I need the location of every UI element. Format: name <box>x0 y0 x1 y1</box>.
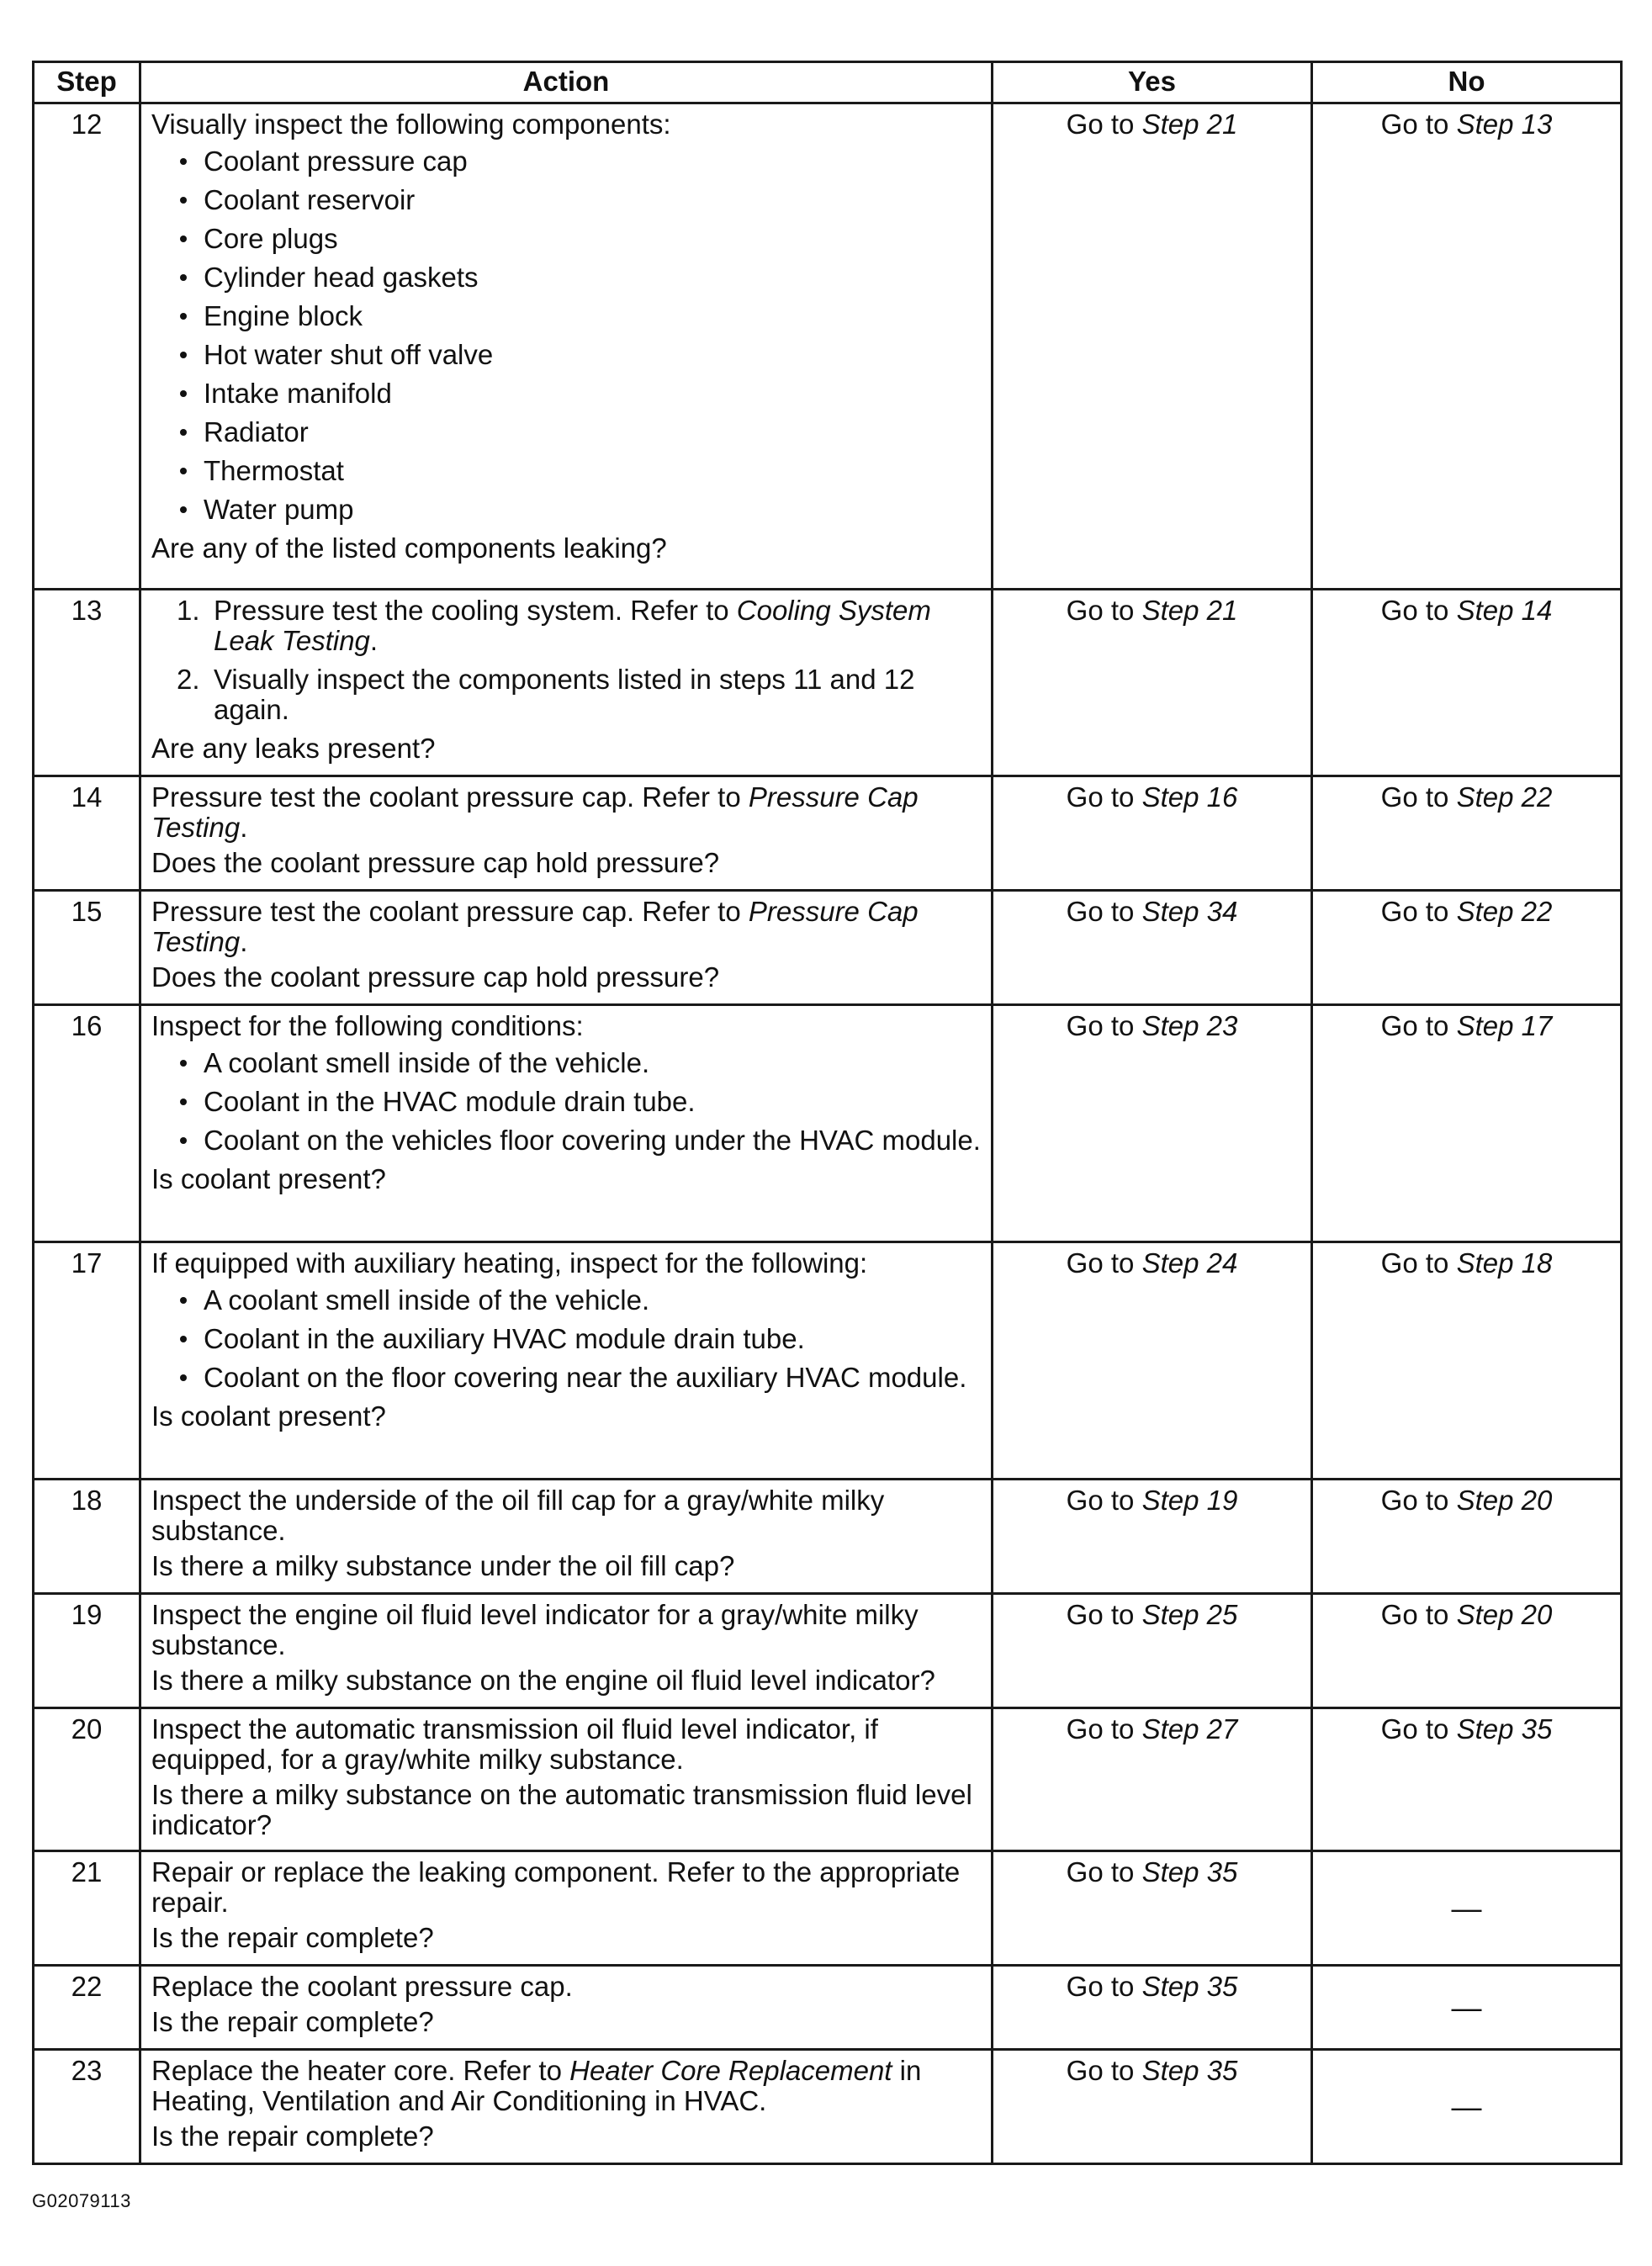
step-link[interactable]: Step 24 <box>1141 1247 1238 1279</box>
no-cell <box>1312 776 1622 891</box>
table-row <box>34 1851 1622 1966</box>
step-link[interactable]: Step 13 <box>1456 109 1553 140</box>
condition-list <box>151 1285 981 1393</box>
action-text <box>151 897 981 957</box>
action-cell <box>140 1005 993 1242</box>
no-cell <box>1312 590 1622 776</box>
header-yes: Yes <box>993 62 1312 103</box>
action-text-part: Replace the heater core. Refer to <box>151 2055 570 2086</box>
action-cell <box>140 103 993 590</box>
action-question: Is the repair complete? <box>151 1922 434 1953</box>
action-cell <box>140 2050 993 2164</box>
header-no: No <box>1312 62 1622 103</box>
action-question: Does the coolant pressure cap hold pressure? <box>151 847 720 878</box>
action-intro: Inspect for the following conditions: <box>151 1010 584 1041</box>
step-number: 20 <box>34 1708 140 1851</box>
go-to-label: Go to <box>1066 1485 1135 1516</box>
step-number: 12 <box>34 103 140 590</box>
go-to-label: Go to <box>1380 1485 1449 1516</box>
yes-cell <box>993 1242 1312 1480</box>
header-step: Step <box>34 62 140 103</box>
table-row <box>34 891 1622 1005</box>
action-cell <box>140 776 993 891</box>
item-text: Visually inspect the components listed in steps 11 and 12 again. <box>214 664 915 725</box>
go-to-label: Go to <box>1066 1599 1135 1630</box>
no-cell <box>1312 1242 1622 1480</box>
yes-cell <box>993 1851 1312 1966</box>
yes-cell <box>993 1708 1312 1851</box>
step-link[interactable]: Step 21 <box>1141 595 1238 626</box>
step-link[interactable]: Step 35 <box>1141 2055 1238 2086</box>
action-question: Are any of the listed components leaking? <box>151 532 667 564</box>
list-item <box>177 596 981 656</box>
go-to-label: Go to <box>1066 1971 1135 2002</box>
yes-cell <box>993 1480 1312 1594</box>
action-question: Is there a milky substance under the oil fill cap? <box>151 1550 735 1581</box>
action-cell <box>140 1966 993 2050</box>
step-link[interactable]: Step 35 <box>1141 1971 1238 2002</box>
action-intro: If equipped with auxiliary heating, inspect for the following: <box>151 1247 868 1279</box>
list-item <box>177 664 981 725</box>
list-item: Radiator <box>177 417 981 447</box>
go-to-label: Go to <box>1066 1010 1135 1041</box>
table-row <box>34 776 1622 891</box>
action-question: Is the repair complete? <box>151 2120 434 2152</box>
action-question: Is coolant present? <box>151 1163 386 1194</box>
table-row <box>34 590 1622 776</box>
go-to-label: Go to <box>1380 1247 1449 1279</box>
action-cell <box>140 891 993 1005</box>
action-text: Inspect the underside of the oil fill cap for a gray/white milky substance. <box>151 1485 885 1546</box>
action-cell <box>140 590 993 776</box>
action-text <box>151 782 981 843</box>
list-item: Engine block <box>177 301 981 331</box>
action-text-part: Pressure test the coolant pressure cap. Refer to <box>151 781 749 813</box>
step-number: 15 <box>34 891 140 1005</box>
step-number: 14 <box>34 776 140 891</box>
step-link[interactable]: Step 14 <box>1456 595 1553 626</box>
item-number: 2. <box>177 664 200 695</box>
list-item: Cylinder head gaskets <box>177 262 981 293</box>
table-row <box>34 2050 1622 2164</box>
table-row <box>34 1708 1622 1851</box>
step-number: 22 <box>34 1966 140 2050</box>
go-to-label: Go to <box>1066 896 1135 927</box>
action-question: Is the repair complete? <box>151 2006 434 2037</box>
list-item: Coolant on the vehicles floor covering under the HVAC module. <box>177 1125 981 1156</box>
go-to-label: Go to <box>1380 595 1449 626</box>
yes-cell <box>993 1594 1312 1708</box>
action-question: Are any leaks present? <box>151 733 436 764</box>
reference-link[interactable]: Pressure Cap Testing <box>151 896 919 957</box>
diagnostic-table <box>32 61 1623 2165</box>
step-link[interactable]: Step 25 <box>1141 1599 1238 1630</box>
go-to-label: Go to <box>1380 1010 1449 1041</box>
reference-link[interactable]: Cooling System Leak Testing <box>214 595 931 656</box>
no-cell <box>1312 1708 1622 1851</box>
step-number: 18 <box>34 1480 140 1594</box>
action-intro: Visually inspect the following components: <box>151 109 671 140</box>
go-to-label: Go to <box>1066 2055 1135 2086</box>
go-to-label: Go to <box>1380 781 1449 813</box>
header-action: Action <box>140 62 993 103</box>
list-item: Core plugs <box>177 224 981 254</box>
step-link[interactable]: Step 21 <box>1141 109 1238 140</box>
action-text-part: in Heating, Ventilation and Air Conditioning in HVAC. <box>151 2055 922 2116</box>
no-cell <box>1312 1005 1622 1242</box>
item-text: Pressure test the cooling system. Refer to <box>214 595 737 626</box>
table-row <box>34 1594 1622 1708</box>
reference-link[interactable]: Pressure Cap Testing <box>151 781 919 843</box>
no-cell <box>1312 1594 1622 1708</box>
yes-cell <box>993 891 1312 1005</box>
action-text-part: Pressure test the coolant pressure cap. Refer to <box>151 896 749 927</box>
table-row <box>34 1480 1622 1594</box>
list-item: Coolant in the HVAC module drain tube. <box>177 1087 981 1117</box>
action-cell <box>140 1480 993 1594</box>
table-row <box>34 1966 1622 2050</box>
action-text <box>151 2056 981 2116</box>
list-item: Coolant on the floor covering near the auxiliary HVAC module. <box>177 1363 981 1393</box>
step-link[interactable]: Step 27 <box>1141 1713 1238 1745</box>
table-row <box>34 103 1622 590</box>
list-item: Coolant in the auxiliary HVAC module drain tube. <box>177 1324 981 1354</box>
yes-cell <box>993 776 1312 891</box>
yes-cell <box>993 2050 1312 2164</box>
no-cell <box>1312 891 1622 1005</box>
step-link[interactable]: Step 22 <box>1456 896 1553 927</box>
action-cell <box>140 1242 993 1480</box>
reference-link[interactable]: Heater Core Replacement <box>569 2055 892 2086</box>
table-row <box>34 1005 1622 1242</box>
yes-cell <box>993 590 1312 776</box>
action-text-part: . <box>240 926 248 957</box>
go-to-label: Go to <box>1066 109 1135 140</box>
action-cell <box>140 1708 993 1851</box>
go-to-label: Go to <box>1380 109 1449 140</box>
action-cell <box>140 1851 993 1966</box>
header-row <box>34 62 1622 103</box>
action-text: Repair or replace the leaking component. Refer to the appropriate repair. <box>151 1856 961 1918</box>
no-cell: — <box>1312 2050 1622 2164</box>
list-item: Thermostat <box>177 456 981 486</box>
step-link[interactable]: Step 34 <box>1141 896 1238 927</box>
step-link[interactable]: Step 23 <box>1141 1010 1238 1041</box>
step-link[interactable]: Step 19 <box>1141 1485 1238 1516</box>
step-link[interactable]: Step 22 <box>1456 781 1553 813</box>
component-list <box>151 146 981 525</box>
go-to-label: Go to <box>1066 1247 1135 1279</box>
table-row <box>34 1242 1622 1480</box>
list-item: Hot water shut off valve <box>177 340 981 370</box>
list-item: Coolant pressure cap <box>177 146 981 177</box>
condition-list <box>151 1048 981 1156</box>
go-to-label: Go to <box>1380 1599 1449 1630</box>
numbered-list <box>151 596 981 725</box>
action-question: Is there a milky substance on the automatic transmission fluid level indicator? <box>151 1779 972 1840</box>
go-to-label: Go to <box>1380 896 1449 927</box>
list-item: Water pump <box>177 495 981 525</box>
go-to-label: Go to <box>1066 595 1135 626</box>
no-cell: — <box>1312 1966 1622 2050</box>
action-question: Does the coolant pressure cap hold pressure? <box>151 961 720 993</box>
step-number: 23 <box>34 2050 140 2164</box>
action-text: Inspect the engine oil fluid level indicator for a gray/white milky substance. <box>151 1599 919 1660</box>
yes-cell <box>993 103 1312 590</box>
action-text-part: . <box>240 812 248 843</box>
step-number: 13 <box>34 590 140 776</box>
step-link[interactable]: Step 16 <box>1141 781 1238 813</box>
go-to-label: Go to <box>1066 1856 1135 1887</box>
item-text: . <box>369 625 379 656</box>
item-number: 1. <box>177 595 200 626</box>
step-number: 17 <box>34 1242 140 1480</box>
go-to-label: Go to <box>1066 781 1135 813</box>
step-link[interactable]: Step 35 <box>1141 1856 1238 1887</box>
step-number: 19 <box>34 1594 140 1708</box>
step-number: 16 <box>34 1005 140 1242</box>
no-cell: — <box>1312 1851 1622 1966</box>
step-link[interactable]: Step 35 <box>1456 1713 1553 1745</box>
yes-cell <box>993 1966 1312 2050</box>
list-item: Intake manifold <box>177 379 981 409</box>
no-cell <box>1312 103 1622 590</box>
action-question: Is coolant present? <box>151 1400 386 1432</box>
list-item: A coolant smell inside of the vehicle. <box>177 1048 981 1078</box>
action-cell <box>140 1594 993 1708</box>
action-text: Inspect the automatic transmission oil fluid level indicator, if equipped, for a gray/white milky substance. <box>151 1713 878 1775</box>
list-item: A coolant smell inside of the vehicle. <box>177 1285 981 1316</box>
action-text: Replace the coolant pressure cap. <box>151 1971 573 2002</box>
step-link[interactable]: Step 20 <box>1456 1485 1553 1516</box>
go-to-label: Go to <box>1066 1713 1135 1745</box>
go-to-label: Go to <box>1380 1713 1449 1745</box>
step-link[interactable]: Step 20 <box>1456 1599 1553 1630</box>
figure-id: G02079113 <box>32 2190 131 2211</box>
step-link[interactable]: Step 18 <box>1456 1247 1553 1279</box>
list-item: Coolant reservoir <box>177 185 981 215</box>
yes-cell <box>993 1005 1312 1242</box>
step-number: 21 <box>34 1851 140 1966</box>
step-link[interactable]: Step 17 <box>1456 1010 1553 1041</box>
action-question: Is there a milky substance on the engine oil fluid level indicator? <box>151 1665 935 1696</box>
no-cell <box>1312 1480 1622 1594</box>
